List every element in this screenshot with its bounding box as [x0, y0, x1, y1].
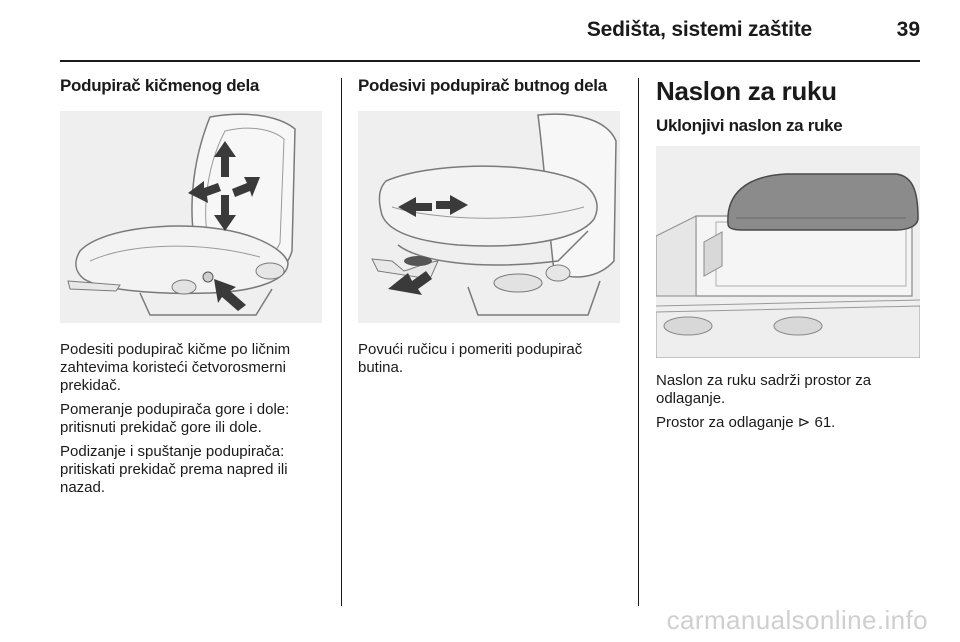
column-divider	[638, 78, 639, 606]
section-lumbar-support	[60, 76, 324, 503]
paragraph: Podizanje i spuštanje podupirača: pritiskati prekidač prema napred ili nazad.	[60, 443, 288, 496]
header-divider	[60, 60, 920, 62]
paragraph: Povući ručicu i pomeriti podupirač butina.	[358, 341, 583, 376]
section-heading: Naslon za ruku	[656, 76, 837, 106]
page-number: 39	[896, 18, 920, 41]
column-divider	[341, 78, 342, 606]
seat-lumbar-support-illustration	[60, 111, 322, 323]
page-header-title: Sedišta, sistemi zaštite	[586, 18, 812, 41]
paragraph: Naslon za ruku sadrži prostor za odlaganje.	[656, 372, 872, 407]
seat-thigh-support-illustration	[358, 111, 620, 323]
section-subheading: Uklonjivi naslon za ruke	[656, 116, 843, 135]
section-thigh-support	[358, 76, 622, 383]
section-heading: Podupirač kičmenog dela	[60, 76, 260, 95]
paragraph: Prostor za odlaganje ⊳ 61.	[656, 414, 836, 431]
armrest-illustration	[656, 146, 920, 358]
section-heading: Podesivi podupirač butnog dela	[358, 76, 607, 95]
paragraph: Pomeranje podupirača gore i dole: pritisnuti prekidač gore ili dole.	[60, 401, 290, 436]
section-armrest	[656, 76, 920, 438]
footer-watermark: carmanualsonline.info	[666, 605, 928, 635]
paragraph: Podesiti podupirač kičme po ličnim zahtevima koristeći četvorosmerni prekidač.	[60, 341, 291, 394]
